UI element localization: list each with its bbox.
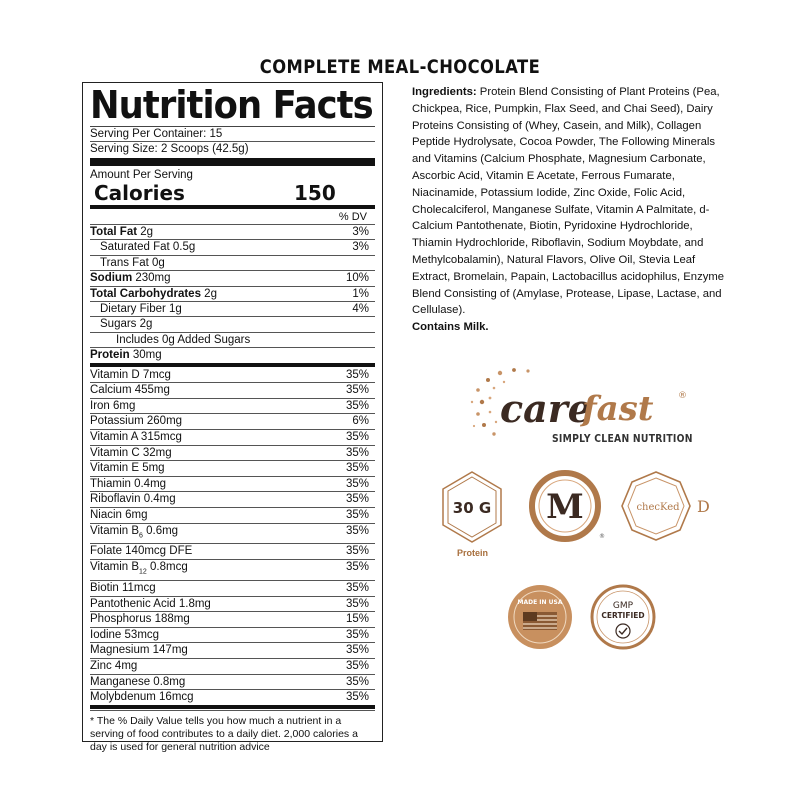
- vitamin-row: [90, 596, 375, 612]
- nutrient-dv: 35%: [345, 493, 369, 506]
- vitamin-row: [90, 413, 375, 429]
- nutrient-dv: 35%: [345, 384, 369, 397]
- vitamin-row: [90, 368, 375, 383]
- vitamin-row: [90, 476, 375, 492]
- calories-label: Calories: [94, 181, 185, 205]
- nutrient-name: Vitamin A 315mcg: [90, 431, 182, 444]
- macro-row: [90, 224, 375, 239]
- nutrient-dv: 35%: [345, 477, 369, 490]
- nutrient-dv: 35%: [345, 509, 369, 521]
- protein-hexagon-badge: [440, 470, 504, 544]
- nutrient-dv: 35%: [345, 675, 369, 688]
- nutrient-name: Biotin 11mcg: [90, 581, 156, 594]
- nutrient-name: Molybdenum 16mcg: [90, 691, 194, 704]
- gmp-certified-badge: [588, 582, 658, 652]
- nutrient-dv: 35%: [345, 399, 369, 412]
- nutrient-dv: 35%: [345, 368, 369, 381]
- vitamin-row: [90, 658, 375, 674]
- nutrient-dv: 35%: [345, 524, 369, 537]
- nutrient-name: Vitamin $B_{12}$ 0.8mcg: [90, 561, 188, 576]
- nutrient-name: Pantothenic Acid 1.8mg: [90, 597, 211, 610]
- us-flag-icon: [523, 612, 557, 630]
- vitamin-row: [90, 611, 375, 627]
- nutrient-dv: 35%: [345, 628, 369, 641]
- logo-care-text: care: [500, 386, 592, 431]
- nutrient-name: Calcium 455mg: [90, 384, 170, 397]
- nutrition-facts-heading: Nutrition Facts: [90, 83, 373, 127]
- nutrient-dv: 35%: [345, 659, 369, 672]
- nutrient-dv: 3%: [352, 226, 369, 238]
- nutrient-name: Niacin 6mg: [90, 509, 148, 521]
- nutrient-name: Total Carbohydrates 2g: [90, 287, 217, 300]
- nutrient-dv: 35%: [345, 581, 369, 594]
- macro-row: [90, 286, 375, 301]
- nutrient-dv: [329, 317, 369, 331]
- allergen-statement: Contains Milk.: [412, 321, 489, 334]
- nutrient-name: Manganese 0.8mg: [90, 675, 186, 688]
- nutrient-name: Trans Fat 0g: [100, 256, 165, 269]
- nutrient-dv: 35%: [345, 561, 369, 574]
- nutrient-dv: 35%: [345, 691, 369, 704]
- calories-row: [90, 182, 375, 204]
- logo-fast-text: fast: [582, 389, 654, 429]
- nutrient-dv: [329, 333, 369, 347]
- macro-row: [90, 301, 375, 316]
- nutrient-dv: [329, 348, 369, 362]
- nutrient-name: Saturated Fat 0.5g: [100, 241, 196, 254]
- macro-row: [90, 332, 375, 347]
- amount-per-serving: Amount Per Serving: [90, 169, 193, 181]
- macro-row: [90, 239, 375, 254]
- svg-text:®: ®: [678, 391, 687, 401]
- nutrient-dv: [329, 256, 369, 270]
- nutrient-dv: 3%: [352, 241, 369, 254]
- nutrient-name: Total Fat 2g: [90, 226, 154, 238]
- nutrient-dv: 10%: [345, 272, 369, 285]
- nutrient-name: Vitamin $B_6$ 0.6mg: [90, 524, 179, 539]
- nutrient-dv: 35%: [345, 597, 369, 610]
- vitamin-row: [90, 507, 375, 523]
- nutrient-dv: 35%: [345, 446, 369, 459]
- calories-value: 150: [294, 181, 336, 205]
- nutrient-name: Phosphorus 188mg: [90, 613, 190, 626]
- vitamin-row: [90, 460, 375, 476]
- nutrient-name: Protein 30mg: [90, 349, 162, 362]
- vitamin-row: [90, 559, 375, 580]
- m-certification-badge: [525, 468, 605, 548]
- made-in-usa-text: MADE IN USA: [517, 599, 563, 606]
- nutrient-name: Riboflavin 0.4mg: [90, 493, 176, 506]
- nutrient-dv: 35%: [345, 545, 369, 558]
- m-letter: M: [546, 487, 584, 527]
- macro-row: [90, 316, 375, 331]
- vitamin-row: [90, 445, 375, 461]
- vitamin-row: [90, 580, 375, 596]
- vitamin-row: [90, 398, 375, 414]
- nutrient-name: Thiamin 0.4mg: [90, 477, 167, 490]
- ingredients-text: Protein Blend Consisting of Plant Proteins (Pea, Chickpea, Rice, Pumpkin, Flax Seed, and Chai Seed), Dairy Proteins Consisting of (Whey, Casein, and Milk), Collagen Peptide Hydrolysate, Cocoa Powder, The Following Minerals and Vitamins (Calcium Phosphate, Magnesium Carbonate, Ascorbic Acid, Vitamin E Acetate, Ferrous Fumarate, Niacinamide, Potassium Iodide, Zinc Oxide, Folic Acid, Cholecalciferol, Manganese Sulfate, Vitamin A Palmitate, d- Calcium Pantothenate, Biotin, Pyridoxine Hydrochloride, Thiamin Hydrochloride, Riboflavin, Sodium Moybdate, and Methylcobalamin), Natural Flavors, Olive Oil, Stevia Leaf Extract, Bromelain, Papain, Lactobacillus acidophilus, Enzyme Blend Consisting of (Amylase, Protease, Lipase, Lactase, and Cellulase).: [412, 86, 725, 317]
- daily-value-footnote: * The % Daily Value tells you how much a nutrient in a serving of food contributes to a daily diet. 2,000 calories a day is used for general nutrition advice: [90, 710, 375, 754]
- gmp-text: GMP: [612, 601, 634, 611]
- nutrient-name: Dietary Fiber 1g: [100, 303, 182, 316]
- vitamin-row: [90, 543, 375, 559]
- protein-badge-label: Protein: [457, 548, 489, 558]
- nutrition-facts-panel: [82, 82, 383, 753]
- macro-row: [90, 255, 375, 270]
- certified-text: CERTIFIED: [601, 611, 645, 620]
- serving-size: Serving Size: 2 Scoops (42.5g): [90, 141, 375, 156]
- nutrient-dv: 1%: [352, 287, 369, 300]
- nutrient-name: Vitamin E 5mg: [90, 462, 165, 475]
- nutrient-dv: 35%: [345, 644, 369, 657]
- svg-text:D: D: [697, 497, 710, 516]
- nutrient-dv: 35%: [345, 462, 369, 475]
- kosher-check-badge: [618, 468, 708, 548]
- daily-value-header: % DV: [338, 211, 367, 223]
- nutrient-name: Iron 6mg: [90, 399, 136, 412]
- nutrient-name: Iodine 53mcg: [90, 628, 160, 641]
- vitamin-row: [90, 627, 375, 643]
- nutrient-name: Potassium 260mg: [90, 415, 183, 428]
- ingredients-label: Ingredients:: [412, 86, 477, 98]
- product-title: COMPLETE MEAL-CHOCOLATE: [259, 56, 541, 78]
- nutrient-name: Sugars 2g: [100, 318, 153, 331]
- macro-nutrient-list: [90, 224, 375, 363]
- vitamin-row: [90, 429, 375, 445]
- macro-row: [90, 347, 375, 362]
- checkmark-icon: [616, 624, 630, 638]
- nutrient-name: Zinc 4mg: [90, 659, 138, 672]
- nutrient-dv: 4%: [352, 303, 369, 316]
- servings-per-container: Serving Per Container: 15: [90, 128, 223, 140]
- made-in-usa-badge: [505, 582, 575, 652]
- nutrient-name: Folate 140mcg DFE: [90, 545, 193, 558]
- vitamin-row: [90, 491, 375, 507]
- nutrient-name: Vitamin D 7mcg: [90, 368, 171, 381]
- nutrient-dv: 15%: [345, 613, 369, 626]
- vitamin-row: [90, 523, 375, 544]
- nutrient-name: Includes 0g Added Sugars: [116, 333, 251, 346]
- svg-text:®: ®: [599, 533, 605, 540]
- protein-amount: 30 G: [452, 499, 492, 517]
- nutrient-name: Vitamin C 32mg: [90, 446, 172, 459]
- kosher-text: checKed: [636, 502, 680, 513]
- vitamin-row: [90, 689, 375, 705]
- nutrient-name: Magnesium 147mg: [90, 644, 188, 657]
- nutrient-name: Sodium 230mg: [90, 272, 171, 285]
- vitamin-mineral-list: [90, 368, 375, 705]
- macro-row: [90, 270, 375, 285]
- vitamin-row: [90, 382, 375, 398]
- nutrient-dv: 6%: [352, 415, 369, 428]
- nutrient-dv: 35%: [345, 431, 369, 444]
- vitamin-row: [90, 642, 375, 658]
- vitamin-row: [90, 674, 375, 690]
- brand-tagline: SIMPLY CLEAN NUTRITION: [552, 433, 693, 445]
- ingredients-block: [412, 84, 732, 336]
